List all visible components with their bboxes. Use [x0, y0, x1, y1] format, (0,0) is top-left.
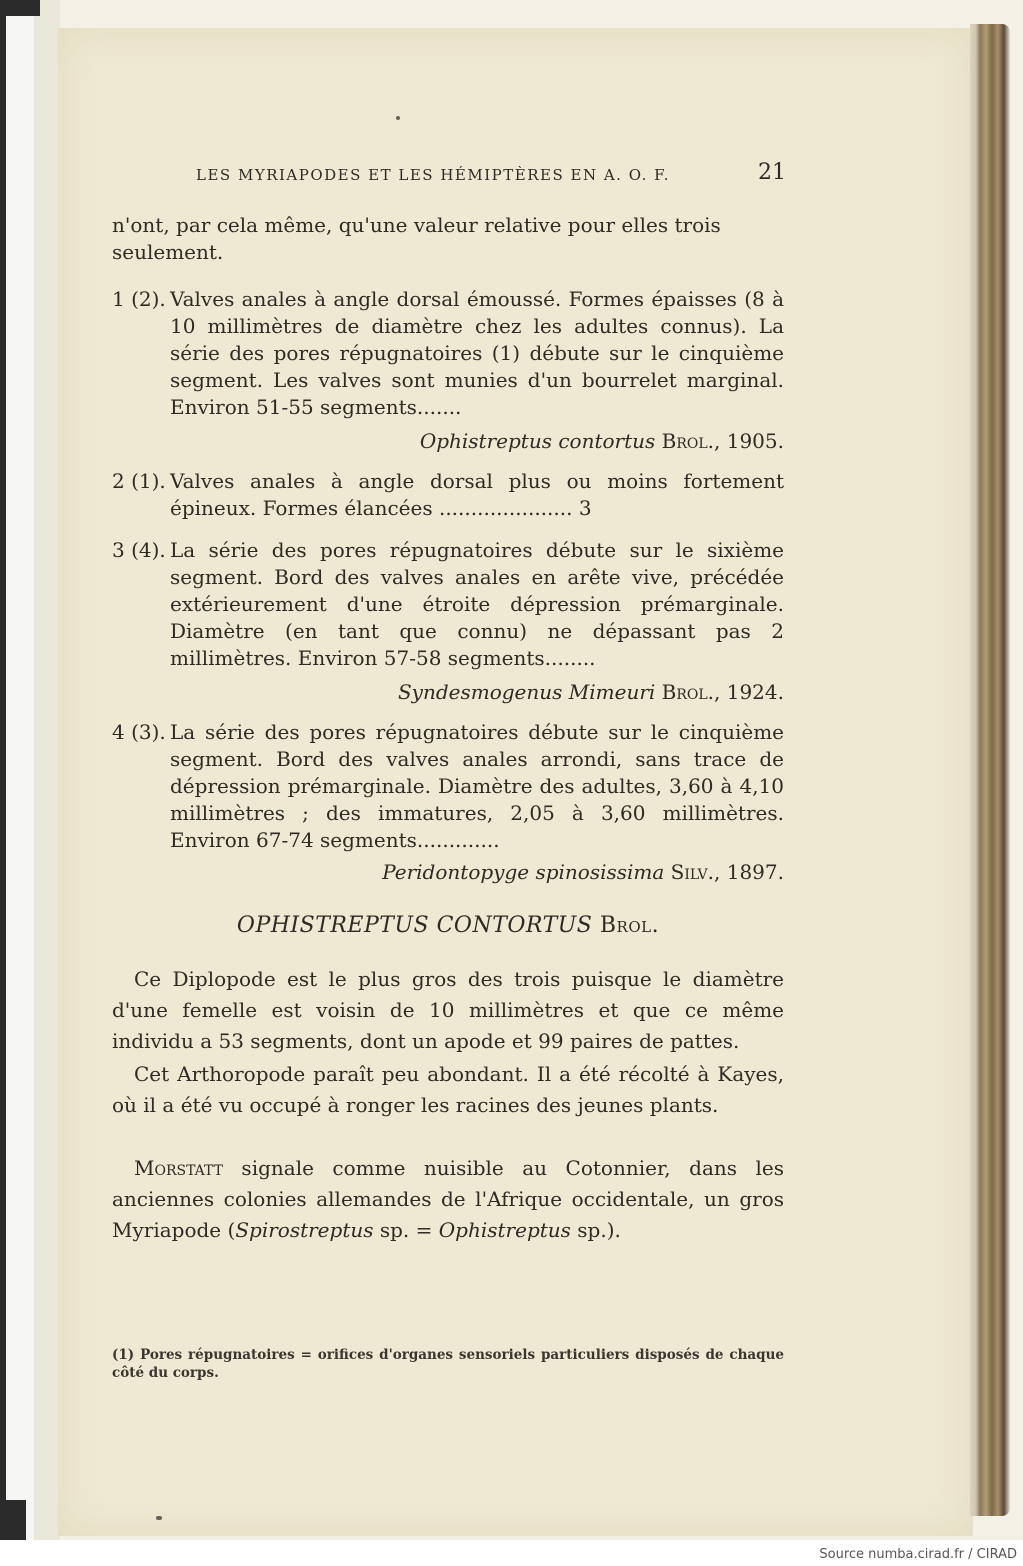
paragraph-text: sp. =	[373, 1218, 439, 1242]
key-entry-description: Valves anales à angle dorsal plus ou moins fortement épineux. Formes élancées ..................... 3	[170, 469, 784, 520]
key-entry-text	[170, 537, 784, 672]
body-paragraph	[112, 1059, 784, 1121]
key-entry-number: 1 (2).	[112, 287, 166, 311]
species-author: Brol.	[661, 680, 715, 704]
paragraph-text: Cet Arthoropode paraît peu abondant. Il a été récolté à Kayes, où il a été vu occupé à ronger les racines des jeunes plants.	[112, 1062, 784, 1117]
key-entry-species	[420, 428, 784, 455]
scan-corner-mark	[0, 1500, 26, 1540]
key-entry-text	[170, 286, 784, 421]
key-entry	[112, 286, 784, 456]
section-heading	[112, 913, 784, 938]
running-header	[196, 160, 786, 190]
key-entry-number: 2 (1).	[112, 469, 166, 493]
species-name: Ophistreptus contortus	[419, 429, 656, 453]
scan-left-edge	[0, 0, 60, 1540]
speck	[156, 1516, 162, 1520]
key-entry-species	[398, 679, 784, 706]
key-entry-description: La série des pores répugnatoires débute sur le sixième segment. Bord des valves anales en arête vive, précédée extérieurement d'une étroite dépression prémarginale. Diamètre (en tant que connu) ne dépassant pas 2 millimètres. Environ 57-58 segments........	[170, 538, 784, 670]
page-number: 21	[758, 160, 786, 185]
speck	[396, 116, 400, 120]
scan-corner-mark	[0, 0, 40, 16]
key-entry-text	[170, 719, 784, 854]
species-year: , 1924.	[714, 680, 784, 704]
paragraph-genus: Spirostreptus	[235, 1218, 374, 1242]
book-page-edges	[970, 24, 1010, 1516]
key-entry-number: 3 (4).	[112, 538, 166, 562]
key-entry-species	[382, 859, 784, 886]
body-paragraph	[112, 1153, 784, 1246]
key-entry-description: Valves anales à angle dorsal émoussé. Formes épaisses (8 à 10 millimètres de diamètre chez les adultes connus). La série des pores répugnatoires (1) débute sur le cinquième segment. Les valves sont munies d'un bourrelet marginal. Environ 51-55 segments.......	[170, 287, 784, 419]
paragraph-text: Ce Diplopode est le plus gros des trois puisque le diamètre d'une femelle est voisin de 10 millimètres et que ce même individu a 53 segments, dont un apode et 99 paires de pattes.	[112, 967, 784, 1053]
species-name: Peridontopyge spinosissima	[382, 860, 665, 884]
key-entry-description: La série des pores répugnatoires débute sur le cinquième segment. Bord des valves anales arrondi, sans trace de dépression prémarginale. Diamètre des adultes, 3,60 à 4,10 millimètres ; des immatures, 2,05 à 3,60 millimètres. Environ 67-74 segments.............	[170, 720, 784, 852]
key-entry-number: 4 (3).	[112, 720, 166, 744]
species-name: Syndesmogenus Mimeuri	[397, 680, 656, 704]
key-entry	[112, 719, 784, 889]
running-title: LES MYRIAPODES ET LES HÉMIPTÈRES EN A. O. F.	[196, 166, 671, 184]
body-paragraph	[112, 964, 784, 1057]
section-heading-species: OPHISTREPTUS CONTORTUS	[236, 913, 593, 938]
paragraph-text: signale comme nuisible au Cotonnier, dans les anciennes colonies allemandes de l'Afrique occidentale, un gros Myriapode (	[112, 1156, 784, 1242]
key-entry	[112, 537, 784, 707]
paragraph-author: Morstatt	[134, 1156, 223, 1180]
paragraph-genus: Ophistreptus	[438, 1218, 571, 1242]
footnote: (1) Pores répugnatoires = orifices d'organes sensoriels particuliers disposés de chaque côté du corps.	[112, 1347, 784, 1381]
key-entry	[112, 468, 784, 528]
species-author: Brol.	[661, 429, 715, 453]
paragraph-text: sp.).	[570, 1218, 621, 1242]
species-year: , 1905.	[714, 429, 784, 453]
intro-line: n'ont, par cela même, qu'une valeur relative pour elles trois	[112, 213, 721, 237]
source-credit: Source numba.cirad.fr / CIRAD	[819, 1547, 1017, 1562]
section-heading-author: Brol.	[599, 913, 660, 938]
intro-paragraph	[112, 212, 784, 266]
species-author: Silv.	[670, 860, 715, 884]
intro-line: seulement.	[112, 240, 224, 264]
key-entry-text	[170, 468, 784, 522]
species-year: , 1897.	[714, 860, 784, 884]
